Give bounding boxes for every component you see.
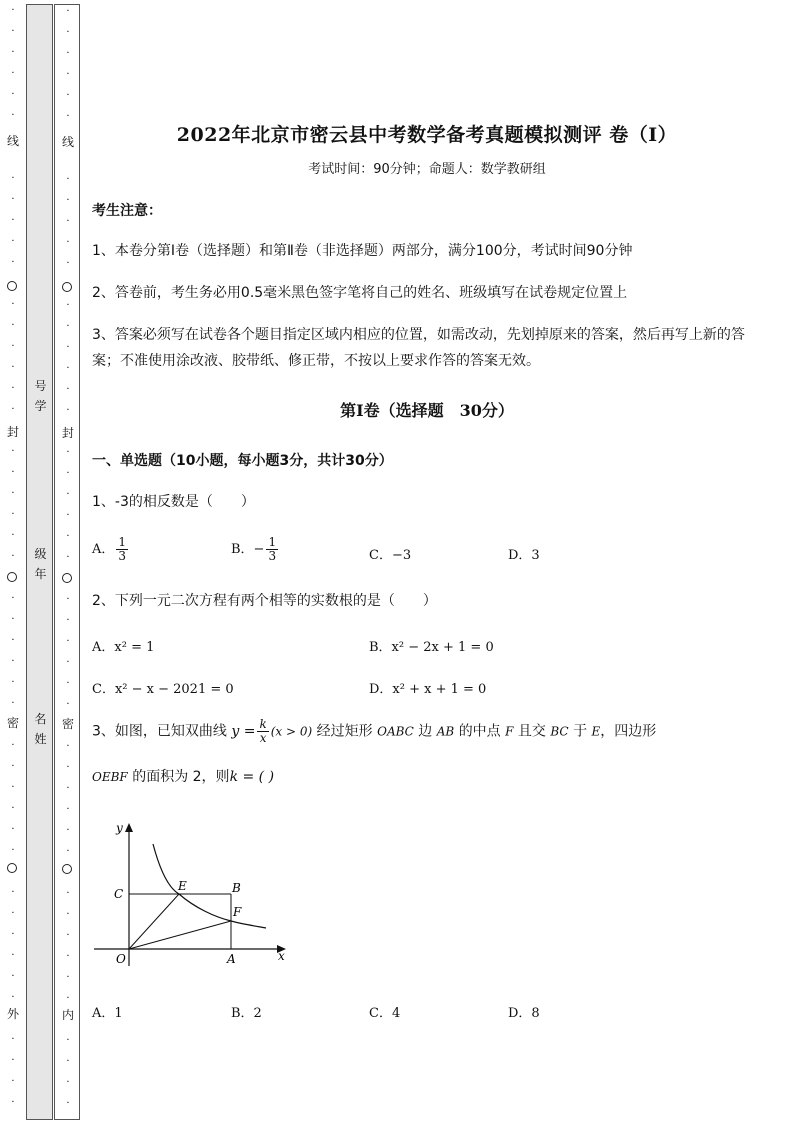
margin-dot: ·	[66, 972, 70, 983]
margin-dot: ·	[11, 782, 15, 793]
margin-dot: ·	[11, 635, 15, 646]
margin-dot: ·	[11, 761, 15, 772]
margin-dot: ·	[66, 90, 70, 101]
margin-dot: ·	[66, 909, 70, 920]
notice-item: 3、答案必须写在试卷各个题目指定区域内相应的位置，如需改动，先划掉原来的答案，然后再写上新的答案；不准使用涂改液、胶带纸、修正带，不按以上要求作答的答案无效。	[92, 327, 745, 369]
margin-dot: ·	[66, 783, 70, 794]
y-axis-arrow	[125, 823, 133, 832]
margin-dot: ·	[11, 1097, 15, 1108]
label-xue: 学	[34, 399, 47, 413]
margin-dot: ·	[11, 929, 15, 940]
margin-dot: ·	[66, 405, 70, 416]
margin-dot: ·	[11, 1055, 15, 1066]
margin-dot: ·	[11, 47, 15, 58]
label-f: F	[233, 905, 242, 919]
margin-dot: ·	[66, 699, 70, 710]
margin-dot: ·	[66, 195, 70, 206]
margin-dot: ·	[11, 383, 15, 394]
margin-dot: ·	[66, 1077, 70, 1088]
question-3-stem-line1: 3、如图，已知双曲线 y = $\frac{k}{x}$ (x > 0) 经过矩形 OABC 边 AB 的中点 F 且交 BC 于 E，四边形	[92, 717, 657, 745]
margin-dot: ·	[11, 26, 15, 37]
binding-margin-outer	[0, 0, 26, 1123]
margin-dot: ·	[66, 552, 70, 563]
margin-dot: ·	[66, 1098, 70, 1109]
margin-dot: ·	[66, 846, 70, 857]
q3-option-a: A．1	[92, 1006, 123, 1021]
margin-dot: ·	[66, 468, 70, 479]
margin-dot: ·	[66, 678, 70, 689]
label-ji: 级	[34, 547, 47, 561]
margin-dot: ·	[66, 342, 70, 353]
notice-item: 1、本卷分第I卷（选择题）和第Ⅱ卷（非选择题）两部分，满分100分，考试时间90分钟	[92, 243, 633, 259]
margin-dot: ·	[11, 5, 15, 16]
margin-dot: ·	[66, 384, 70, 395]
margin-dot: ·	[66, 804, 70, 815]
margin-dot: ·	[66, 993, 70, 1004]
margin-dot: ·	[11, 698, 15, 709]
hyperbola-rectangle-figure	[90, 818, 300, 968]
label-nian: 年	[34, 567, 47, 581]
label-b: B	[232, 881, 241, 895]
margin-dot: ·	[66, 615, 70, 626]
margin-dot: ·	[66, 1056, 70, 1067]
exam-subtitle: 考试时间：90分钟；命题人：数学教研组	[308, 162, 546, 177]
margin-dot: ·	[66, 69, 70, 80]
hyperbola-curve	[153, 844, 266, 928]
margin-circle	[7, 863, 17, 873]
margin-mark-seal: 封	[61, 426, 74, 440]
margin-dot: ·	[11, 194, 15, 205]
margin-dot: ·	[11, 530, 15, 541]
margin-circle	[62, 282, 72, 292]
margin-dot: ·	[11, 404, 15, 415]
margin-dot: ·	[66, 930, 70, 941]
q1-option-b: B．− $\frac{1}{3}$	[231, 535, 277, 563]
question-2-stem: 2、下列一元二次方程有两个相等的实数根的是（ ）	[92, 593, 437, 609]
margin-dot: ·	[11, 299, 15, 310]
q2-option-b: B．x² − 2x + 1 = 0	[369, 640, 494, 655]
margin-circle	[7, 572, 17, 582]
margin-dot: ·	[66, 741, 70, 752]
margin-circle	[62, 573, 72, 583]
margin-mark-inner: 内	[61, 1008, 74, 1022]
margin-mark-line: 线	[6, 134, 19, 148]
margin-dot: ·	[11, 1034, 15, 1045]
q1-option-a: A． $\frac{1}{3}$	[92, 535, 127, 563]
margin-dot: ·	[11, 362, 15, 373]
label-e: E	[178, 879, 187, 893]
margin-dot: ·	[66, 657, 70, 668]
margin-dot: ·	[66, 48, 70, 59]
margin-dot: ·	[11, 1076, 15, 1087]
margin-dot: ·	[66, 111, 70, 122]
margin-dot: ·	[66, 447, 70, 458]
margin-dot: ·	[11, 908, 15, 919]
margin-dot: ·	[11, 509, 15, 520]
margin-dot: ·	[11, 992, 15, 1003]
margin-dot: ·	[66, 300, 70, 311]
margin-dot: ·	[11, 215, 15, 226]
margin-dot: ·	[11, 803, 15, 814]
margin-dot: ·	[11, 593, 15, 604]
margin-dot: ·	[66, 489, 70, 500]
margin-mark-line: 线	[61, 135, 74, 149]
margin-dot: ·	[66, 531, 70, 542]
label-ming: 名	[34, 712, 47, 726]
question-1-stem: 1、-3的相反数是（ ）	[92, 494, 255, 510]
margin-mark-seal: 封	[6, 425, 19, 439]
margin-dot: ·	[66, 1035, 70, 1046]
binding-margin-inner	[54, 4, 80, 1120]
margin-dot: ·	[11, 236, 15, 247]
margin-dot: ·	[66, 636, 70, 647]
q1-option-c: C．−3	[369, 548, 412, 563]
label-hao: 号	[34, 379, 47, 393]
label-a: A	[227, 952, 236, 966]
margin-dot: ·	[11, 89, 15, 100]
notice-heading: 考生注意：	[92, 203, 162, 219]
margin-dot: ·	[66, 594, 70, 605]
margin-dot: ·	[11, 446, 15, 457]
margin-mark-outer: 外	[6, 1007, 19, 1021]
student-info-strip	[26, 4, 53, 1120]
margin-dot: ·	[11, 740, 15, 751]
margin-dot: ·	[66, 258, 70, 269]
label-x: x	[278, 949, 285, 963]
margin-dot: ·	[66, 888, 70, 899]
margin-dot: ·	[11, 971, 15, 982]
margin-dot: ·	[66, 27, 70, 38]
section-title: 第Ⅰ卷（选择题 30分）	[340, 401, 514, 420]
q1-option-d: D．3	[508, 548, 540, 563]
label-y: y	[116, 821, 123, 835]
margin-dot: ·	[66, 762, 70, 773]
margin-dot: ·	[66, 510, 70, 521]
q3-option-c: C．4	[369, 1006, 401, 1021]
q3-option-b: B．2	[231, 1006, 262, 1021]
segment-of	[129, 921, 231, 949]
margin-dot: ·	[11, 257, 15, 268]
notice-item: 2、答卷前，考生务必用0.5毫米黑色签字笔将自己的姓名、班级填写在试卷规定位置上	[92, 285, 628, 301]
margin-dot: ·	[11, 341, 15, 352]
margin-dot: ·	[11, 467, 15, 478]
q2-option-a: A．x² = 1	[92, 640, 155, 655]
segment-oe	[129, 894, 179, 949]
q2-option-d: D．x² + x + 1 = 0	[369, 682, 487, 697]
question-3-stem-line2: OEBF 的面积为 2，则k = ( )	[92, 769, 275, 785]
label-c: C	[114, 887, 124, 901]
margin-dot: ·	[66, 321, 70, 332]
q2-option-c: C．x² − x − 2021 = 0	[92, 682, 234, 697]
margin-dot: ·	[66, 951, 70, 962]
label-xing: 姓	[34, 732, 47, 746]
margin-circle	[7, 281, 17, 291]
margin-dot: ·	[11, 656, 15, 667]
margin-dot: ·	[11, 824, 15, 835]
margin-dot: ·	[66, 825, 70, 836]
margin-dot: ·	[11, 68, 15, 79]
margin-dot: ·	[11, 551, 15, 562]
margin-circle	[62, 864, 72, 874]
margin-dot: ·	[11, 614, 15, 625]
margin-dot: ·	[11, 845, 15, 856]
margin-dot: ·	[11, 320, 15, 331]
margin-dot: ·	[11, 950, 15, 961]
label-o: O	[116, 952, 126, 966]
margin-dot: ·	[66, 363, 70, 374]
margin-dot: ·	[66, 174, 70, 185]
margin-dot: ·	[11, 488, 15, 499]
margin-dot: ·	[66, 216, 70, 227]
margin-dot: ·	[11, 173, 15, 184]
margin-dot: ·	[11, 110, 15, 121]
q3-option-d: D．8	[508, 1006, 540, 1021]
margin-mark-secret: 密	[61, 717, 74, 731]
part-heading: 一、单选题（10小题，每小题3分，共计30分）	[92, 453, 393, 469]
exam-title: 2022年北京市密云县中考数学备考真题模拟测评 卷（Ⅰ）	[176, 124, 678, 146]
margin-dot: ·	[66, 237, 70, 248]
margin-dot: ·	[66, 6, 70, 17]
margin-dot: ·	[11, 887, 15, 898]
margin-dot: ·	[11, 677, 15, 688]
margin-mark-secret: 密	[6, 716, 19, 730]
